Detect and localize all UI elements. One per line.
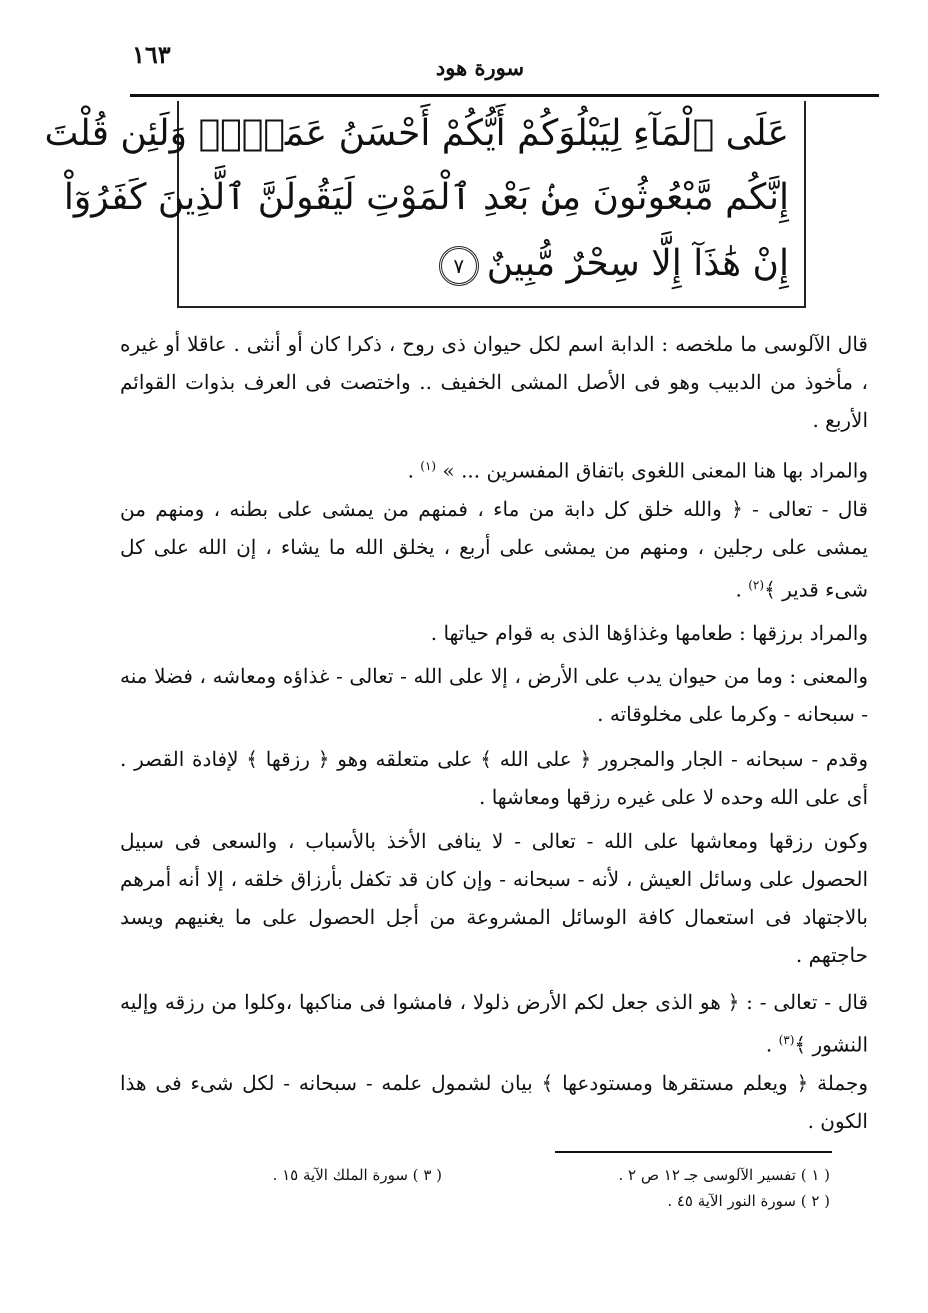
paragraph-8-end: . [765, 1032, 779, 1057]
paragraph-3-end: . [735, 577, 749, 602]
paragraph-6: وقدم - سبحانه - الجار والمجرور ﴿ على الله ﴾ على متعلقه وهو ﴿ رزقها ﴾ لإفادة القصر . أى على الله وحده لا على غيره رزقها ومعاشها . [120, 747, 868, 809]
ayah-number-marker: ٧ [439, 246, 479, 286]
paragraph-5: والمعنى : وما من حيوان يدب على الأرض ، إلا على الله - تعالى - غذاؤه ومعاشه ، فضلا منه - سبحانه - وكرما على مخلوقاته . [120, 664, 868, 726]
paragraph-4: والمراد برزقها : طعامها وغذاؤها الذى به قوام حياتها . [430, 621, 868, 645]
quran-line-1: عَلَى ٱلْمَآءِ لِيَبْلُوَكُمْ أَيُّكُمْ أَحْسَنُ عَمَلًاۗ وَلَئِن قُلْتَ [44, 113, 789, 154]
paragraph-9: وجملة ﴿ ويعلم مستقرها ومستودعها ﴾ بيان لشمول علمه - سبحانه - لكل شىء فى هذا الكون . [120, 1071, 869, 1133]
page-number: ١٦٣ [132, 40, 171, 69]
quran-verse-box [44, 101, 806, 308]
paragraph-1: قال الآلوسى ما ملخصه : الدابة اسم لكل حيوان ذى روح ، ذكرا كان أو أنثى . عاقلا أو غيره ، مأخوذ من الدبيب وهو فى الأصل المشى الخفيف .. واختصت فى العرف بذوات القوائم الأربع . [120, 332, 868, 432]
quran-line-3 [439, 239, 789, 289]
paragraph-2-end: . [407, 458, 421, 483]
running-title: سورة هود [435, 55, 525, 80]
footnote-2: ( ٢ ) سورة النور الآية ٤٥ . [667, 1192, 830, 1210]
footnote-rule [555, 1151, 832, 1153]
paragraph-2-text: والمراد بها هنا المعنى اللغوى باتفاق المفسرين ... » [442, 458, 868, 483]
paragraph-7: وكون رزقها ومعاشها على الله - تعالى - لا ينافى الأخذ بالأسباب ، والسعى فى سبيل الحصول على وسائل العيش ، لأنه - سبحانه - وإن كان قد تكفل بأرزاق خلقه ، إلا أنه أمرهم بالاجتهاد فى استعمال كافة الوسائل المشروعة من أجل الحصول على ما يغنيهم ويسد حاجتهم . [120, 829, 868, 967]
footnote-ref-3: (٣) [778, 1033, 795, 1047]
footnote-ref-1: (١) [420, 459, 437, 473]
paragraph-3 [120, 490, 868, 609]
footnote-3: ( ٣ ) سورة الملك الآية ١٥ . [272, 1166, 442, 1184]
paragraph-8-text: قال - تعالى - : ﴿ هو الذى جعل لكم الأرض ذلولا ، فامشوا فى مناكبها ،وكلوا من رزقه وإليه النشور ﴾ [120, 990, 868, 1057]
quran-line-2: إِنَّكُم مَّبْعُوثُونَ مِنۢ بَعْدِ ٱلْمَوْتِ لَيَقُولَنَّ ٱلَّذِينَ كَفَرُوٓاْ [63, 177, 789, 218]
footnote-1: ( ١ ) تفسير الآلوسى جـ ١٢ ص ٢ . [618, 1166, 830, 1184]
paragraph-8 [120, 983, 868, 1064]
paragraph-2 [120, 447, 868, 490]
quran-line-3-text: إِنْ هَٰذَآ إِلَّا سِحْرٌ مُّبِينٌ [486, 243, 789, 284]
paragraph-3-text: قال - تعالى - ﴿ والله خلق كل دابة من ماء ، فمنهم من يمشى على بطنه ، ومنهم من يمشى على رجلين ، ومنهم من يمشى على أربع ، يخلق الله ما يشاء ، إن الله على كل شىء قدير ﴾ [120, 497, 869, 602]
footnote-ref-2: (٢) [748, 578, 765, 592]
header-rule [130, 94, 879, 97]
